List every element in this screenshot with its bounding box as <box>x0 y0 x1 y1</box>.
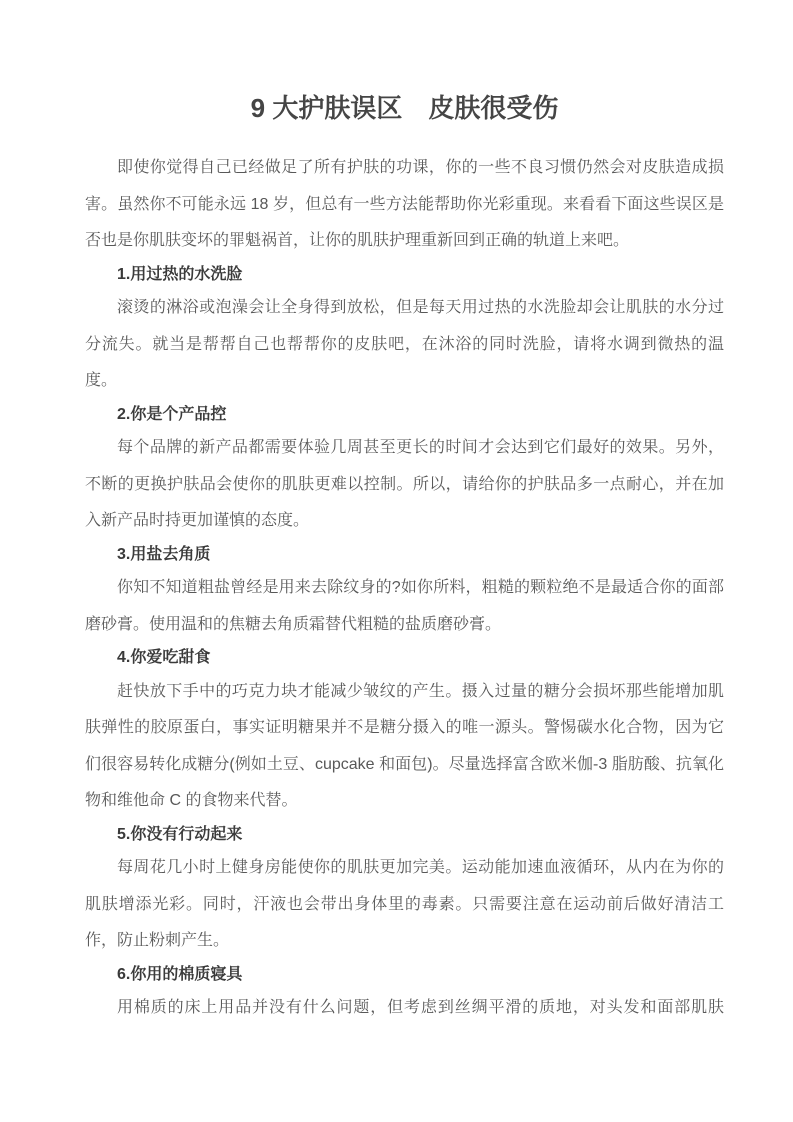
section-heading-3: 3.用盐去角质 <box>117 545 211 563</box>
document-title: 9 大护肤误区 皮肤很受伤 <box>250 93 559 123</box>
section-paragraph-5: 每周花几小时上健身房能使你的肌肤更加完美。运动能加速血液循环，从内在为你的肌肤增添光彩。同时，汗液也会带出身体里的毒素。只需要注意在运动前后做好清洁工作，防止粉刺产生。 <box>85 859 724 949</box>
section-paragraph-1: 滚烫的淋浴或泡澡会让全身得到放松，但是每天用过热的水洗脸却会让肌肤的水分过分流失。就当是帮帮自己也帮帮你的皮肤吧，在沐浴的同时洗脸，请将水调到微热的温度。 <box>85 299 724 389</box>
document-content <box>85 0 724 1027</box>
section-heading-2: 2.你是个产品控 <box>117 405 227 423</box>
section-paragraph-3: 你知不知道粗盐曾经是用来去除纹身的?如你所料，粗糙的颗粒绝不是最适合你的面部磨砂膏。使用温和的焦糖去角质霜替代粗糙的盐质磨砂膏。 <box>85 579 724 633</box>
intro-paragraph: 即使你觉得自己已经做足了所有护肤的功课，你的一些不良习惯仍然会对皮肤造成损害。虽然你不可能永远 18 岁，但总有一些方法能帮助你光彩重现。来看看下面这些误区是否也是你肌肤变坏的罪魁祸首，让你的肌肤护理重新回到正确的轨道上来吧。 <box>85 159 724 249</box>
section-paragraph-4: 赶快放下手中的巧克力块才能减少皱纹的产生。摄入过量的糖分会损坏那些能增加肌肤弹性的胶原蛋白，事实证明糖果并不是糖分摄入的唯一源头。警惕碳水化合物，因为它们很容易转化成糖分(例如土豆、cupcake 和面包)。尽量选择富含欧米伽-3 脂肪酸、抗氧化物和维他命 C 的食物来代替。 <box>85 682 724 809</box>
section-paragraph-6: 用棉质的床上用品并没有什么问题，但考虑到丝绸平滑的质地，对头发和面部肌肤 <box>117 999 724 1016</box>
section-heading-6: 6.你用的棉质寝具 <box>117 965 243 983</box>
section-heading-5: 5.你没有行动起来 <box>117 825 243 843</box>
section-heading-1: 1.用过热的水洗脸 <box>117 265 243 283</box>
section-paragraph-2: 每个品牌的新产品都需要体验几周甚至更长的时间才会达到它们最好的效果。另外，不断的更换护肤品会使你的肌肤更难以控制。所以，请给你的护肤品多一点耐心，并在加入新产品时持更加谨慎的态度。 <box>85 439 724 529</box>
section-heading-4: 4.你爱吃甜食 <box>117 649 211 666</box>
